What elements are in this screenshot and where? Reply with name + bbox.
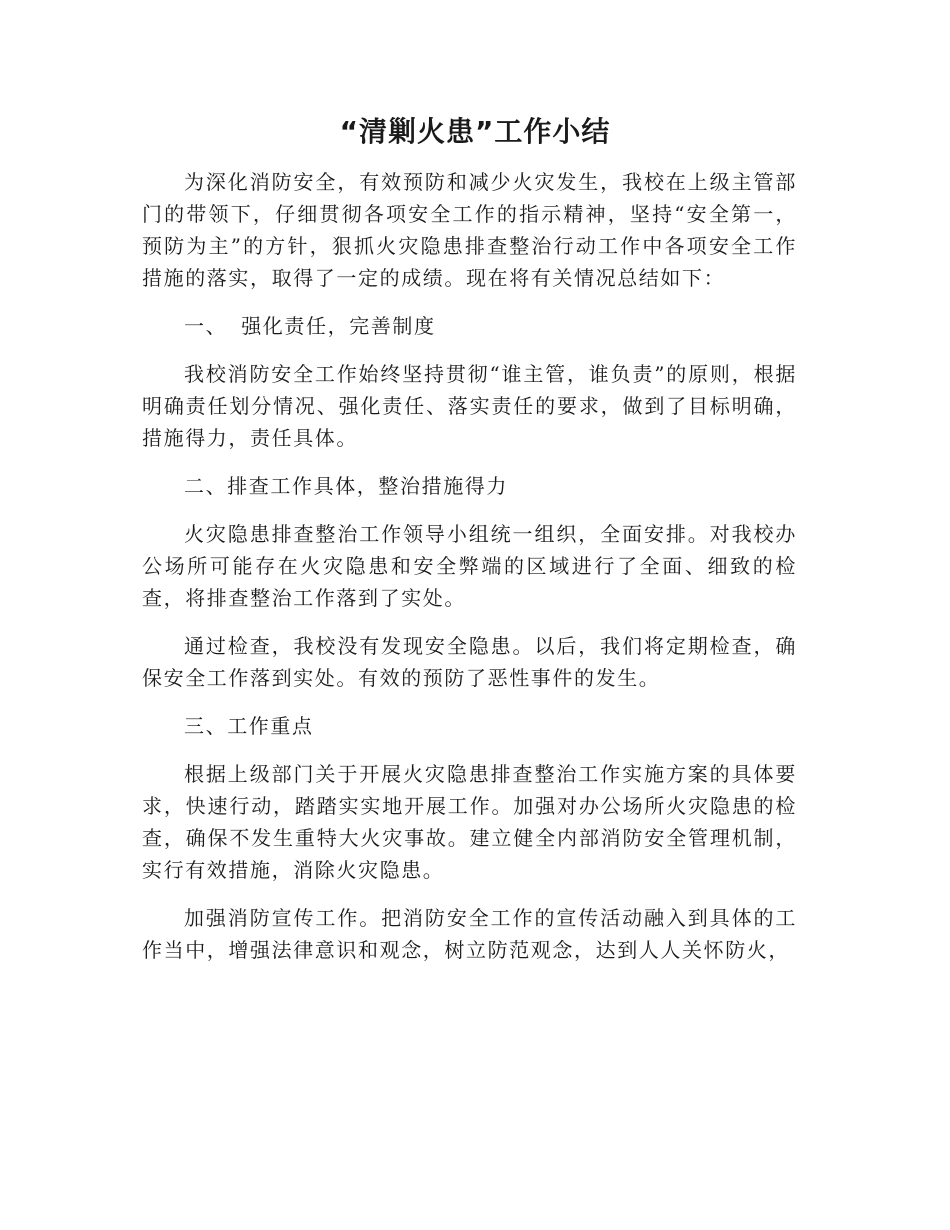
section-3-heading: 三、工作重点: [184, 714, 314, 738]
document-title: “清剿火患”工作小结: [339, 115, 611, 148]
section-1-heading: [142, 310, 797, 342]
section-3-paragraph-2: 加强消防宣传工作。把消防安全工作的宣传活动融入到具体的工作当中，增强法律意识和观念，树立防范观念，达到人人关怀防火，: [142, 906, 797, 962]
section-1-heading-text: 强化责任，完善制度: [241, 314, 436, 338]
section-1-paragraph: 我校消防安全工作始终坚持贯彻“谁主管，谁负责”的原则，根据明确责任划分情况、强化责任、落实责任的要求，做到了目标明确，措施得力，责任具体。: [142, 362, 797, 450]
intro-paragraph: 为深化消防安全，有效预防和减少火灾发生，我校在上级主管部门的带领下，仔细贯彻各项安全工作的指示精神，坚持“安全第一，预防为主”的方针，狠抓火灾隐患排查整治行动工作中各项安全工作措施的落实，取得了一定的成绩。现在将有关情况总结如下：: [142, 170, 797, 290]
section-2-paragraph-1: 火灾隐患排查整治工作领导小组统一组织，全面安排。对我校办公场所可能存在火灾隐患和安全弊端的区域进行了全面、细致的检查，将排查整治工作落到了实处。: [142, 522, 797, 610]
section-3-paragraph-1: 根据上级部门关于开展火灾隐患排查整治工作实施方案的具体要求，快速行动，踏踏实实地开展工作。加强对办公场所火灾隐患的检查，确保不发生重特大火灾事故。建立健全内部消防安全管理机制，实行有效措施，消除火灾隐患。: [142, 762, 797, 882]
section-2-heading: 二、排查工作具体，整治措施得力: [184, 474, 508, 498]
section-2-paragraph-2: 通过检查，我校没有发现安全隐患。以后，我们将定期检查，确保安全工作落到实处。有效的预防了恶性事件的发生。: [142, 634, 797, 690]
document-body: [142, 166, 797, 982]
section-1-number: 一、: [184, 314, 228, 338]
